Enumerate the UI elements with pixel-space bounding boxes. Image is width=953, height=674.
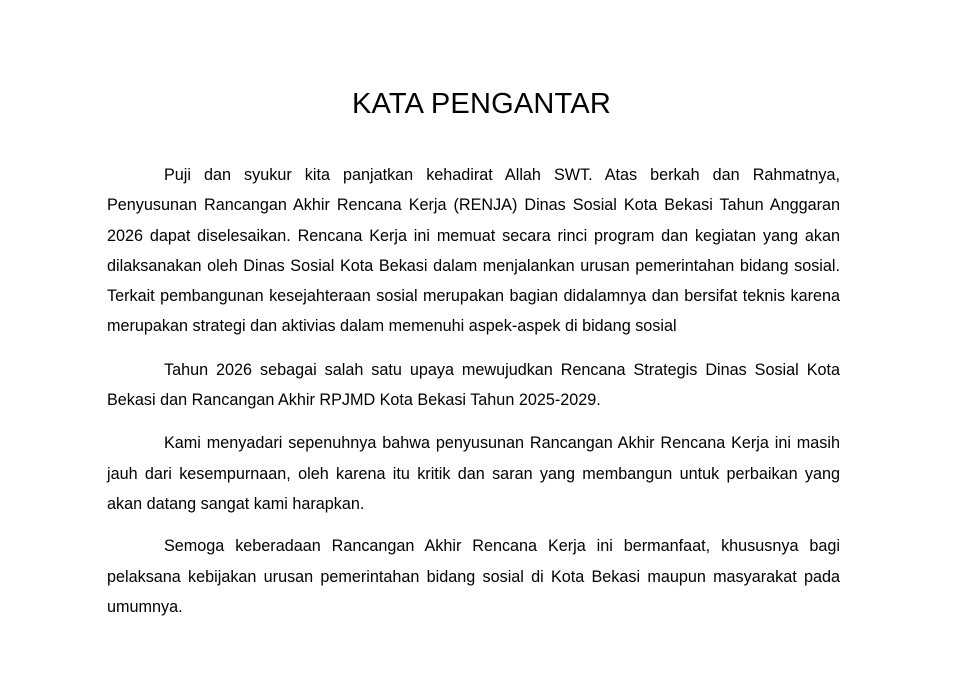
paragraph-2: Tahun 2026 sebagai salah satu upaya mewujudkan Rencana Strategis Dinas Sosial Kota Bekasi dan Rancangan Akhir RPJMD Kota Bekasi Tahun 2025-2029. bbox=[107, 360, 840, 410]
paragraph-3: Kami menyadari sepenuhnya bahwa penyusunan Rancangan Akhir Rencana Kerja ini masih jauh dari kesempurnaan, oleh karena itu kritik dan saran yang membangun untuk perbaikan yang akan datang sangat kami harapkan. bbox=[107, 434, 840, 513]
page-title: KATA PENGANTAR bbox=[351, 88, 611, 120]
paragraph-1: Puji dan syukur kita panjatkan kehadirat Allah SWT. Atas berkah dan Rahmatnya, Penyusunan Rancangan Akhir Rencana Kerja (RENJA) Dinas Sosial Kota Bekasi Tahun Anggaran 2026 dapat diselesaikan. Rencana Kerja ini memuat secara rinci program dan kegiatan yang akan dilaksanakan oleh Dinas Sosial Kota Bekasi dalam menjalankan urusan pemerintahan bidang sosial. Terkait pembangunan kesejahteraan sosial merupakan bagian didalamnya dan bersifat teknis karena merupakan strategi dan aktivias dalam memenuhi aspek-aspek di bidang sosial bbox=[107, 166, 840, 336]
document-body bbox=[107, 160, 840, 622]
paragraph-4: Semoga keberadaan Rancangan Akhir Rencana Kerja ini bermanfaat, khususnya bagi pelaksana kebijakan urusan pemerintahan bidang sosial di Kota Bekasi maupun masyarakat pada umumnya. bbox=[107, 537, 840, 616]
